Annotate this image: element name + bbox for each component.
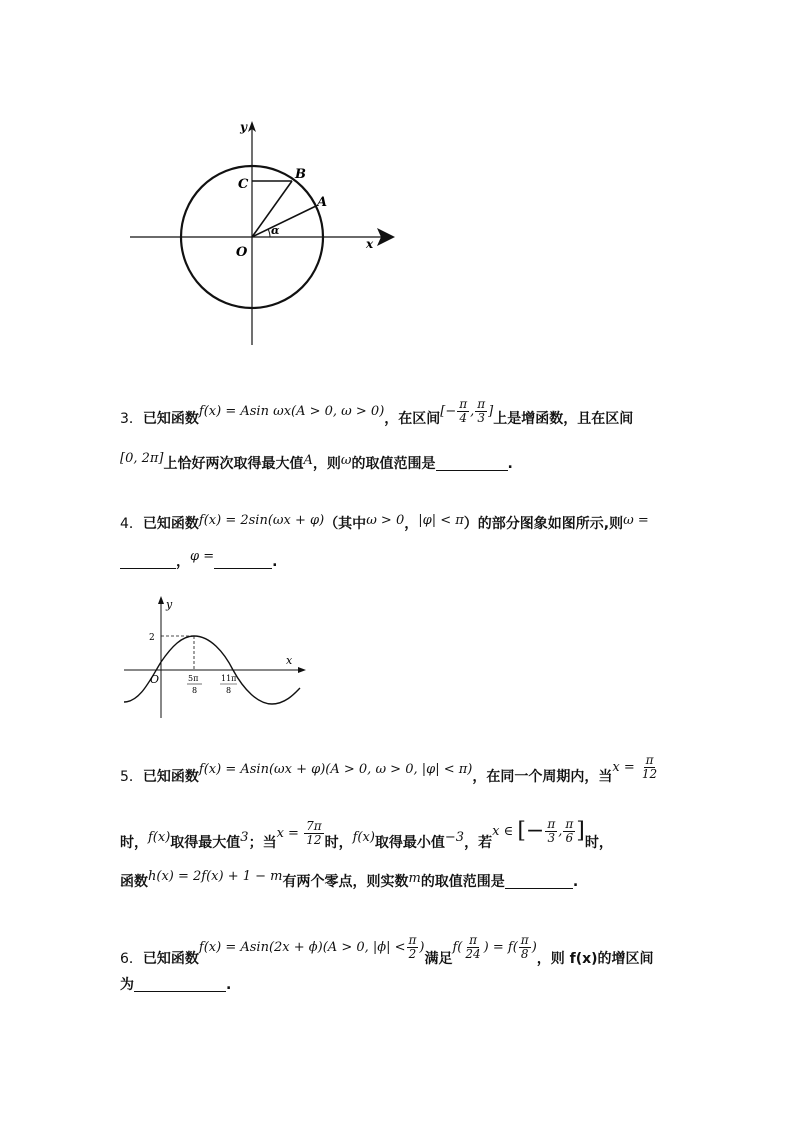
q5-mid1: ，在同一个周期内，当 (472, 769, 613, 785)
q3-mid1: ，在区间 (384, 411, 441, 427)
q5-number: 5． (120, 769, 143, 785)
q4-number: 4． (120, 516, 143, 532)
q5-line1 (120, 753, 660, 791)
label-B: B (295, 167, 306, 182)
q4-cond2: |φ| < π (418, 513, 464, 528)
q3-mid4: ，则 (312, 456, 341, 472)
label-alpha: α (271, 224, 280, 237)
label-origin: O (150, 673, 160, 686)
q5-h: h(x) = 2f(x) + 1 − m (148, 869, 283, 884)
q5-x2: x = $\frac{7\pi}{12}$ (276, 819, 322, 847)
sine-graph-figure (120, 592, 310, 722)
q3-number: 3． (120, 411, 143, 427)
label-C: C (238, 177, 249, 192)
q6-condition: f( $\frac{\pi}{24}$ ) = f( $\frac{\pi}{8}$ ) (452, 933, 537, 961)
y-axis-arrow-icon (158, 596, 164, 604)
q4-omega-blank[interactable] (120, 554, 176, 569)
q3-interval2: [0, 2π] (120, 451, 164, 466)
label-y: y (240, 120, 247, 134)
q4-func: f(x) = 2sin(ωx + φ) (198, 513, 325, 528)
q4-intro: 已知函数 (142, 516, 199, 532)
q5-x1: x = $\frac{\pi}{12}$ (612, 753, 658, 781)
angle-arc (268, 229, 270, 237)
q5-min: −3 (444, 830, 465, 845)
q3-interval: [− $\frac{\pi}{4}$ , $\frac{\pi}{3}$ ] (440, 397, 494, 425)
label-x: x (366, 237, 374, 251)
label-y: y (166, 598, 173, 611)
q5-x-interval: x ∈ [− $\frac{\pi}{3}$ , $\frac{\pi}{6}$ ] (492, 817, 585, 845)
q5-fx: f(x) (148, 830, 171, 845)
q3-end: . (507, 456, 513, 472)
q4-comma: ， (176, 554, 190, 570)
q3-answer-blank[interactable] (436, 456, 508, 471)
q5-fx2: f(x) (352, 830, 375, 845)
q6-func: f(x) = Asin(2x + ϕ)(A > 0, |ϕ| < $\frac{\pi}{2}$ ) (198, 933, 425, 961)
unit-circle-figure (120, 115, 410, 355)
q5-max: 3 (240, 830, 249, 845)
q6-number: 6． (120, 951, 143, 967)
q3-intro: 已知函数 (142, 411, 199, 427)
q3-omega: ω (340, 453, 352, 468)
q6-line1: 6．已知函数f(x) = Asin(2x + ϕ)(A > 0, |ϕ| < $\frac{\pi}{2}$ )满足f( $\frac{\pi}{24}$ ) = f( $\frac{\pi}{8}$ )，则 f(x)的增区间 (120, 933, 654, 967)
q4-end: . (272, 554, 278, 570)
q5-line2: 时，f(x)取得最大值3；当x = $\frac{7\pi}{12}$ 时，f(x)取得最小值−3，若x ∈ [− $\frac{\pi}{3}$ , $\frac{\pi}{6}$ ]时， (120, 817, 613, 851)
q3-line2 (120, 451, 513, 475)
q4-cond1: ω > 0 (366, 513, 405, 528)
x-axis-arrow-icon (298, 667, 306, 673)
q5-line3: 函数h(x) = 2f(x) + 1 − m有两个零点，则实数m的取值范围是 . (120, 869, 579, 890)
q4-omega-eq: ω = (623, 513, 649, 528)
tick1-numerator: 5π (188, 674, 199, 683)
q4-phi-blank[interactable] (214, 554, 272, 569)
q3-mid2: 上是增函数，且在区间 (493, 411, 634, 427)
q5-answer-blank[interactable] (505, 874, 573, 889)
q5-intro: 已知函数 (142, 769, 199, 785)
q4-line1 (120, 514, 649, 535)
q4-line2 (120, 549, 278, 573)
q3-tail: 的取值范围是 (351, 456, 436, 472)
segment-OA (252, 206, 316, 237)
q4-cond-sep: ， (404, 516, 419, 532)
tick2-denominator: 8 (226, 686, 232, 695)
q3-func: f(x) = Asin ωx(A > 0, ω > 0) (198, 404, 385, 419)
label-A: A (317, 195, 328, 210)
tick1-denominator: 8 (192, 686, 198, 695)
q3-mid3: 上恰好两次取得最大值 (163, 456, 304, 472)
label-x: x (286, 654, 293, 667)
label-ymax: 2 (149, 633, 155, 643)
q6-answer-blank[interactable] (134, 977, 226, 992)
tick2-numerator: 11π (221, 674, 237, 683)
q3-A: A (303, 453, 313, 468)
label-O: O (236, 245, 248, 260)
q5-func: f(x) = Asin(ωx + φ)(A > 0, ω > 0, |φ| < π) (198, 762, 473, 777)
q4-phi-eq: φ = (190, 549, 215, 564)
q5-m: m (408, 871, 421, 886)
q4-cond-open: （其中 (324, 516, 367, 532)
q4-cond-close: ）的部分图象如图所示,则 (463, 516, 624, 532)
q6-line2: 为 . (120, 977, 232, 993)
q3-line1 (120, 397, 634, 433)
